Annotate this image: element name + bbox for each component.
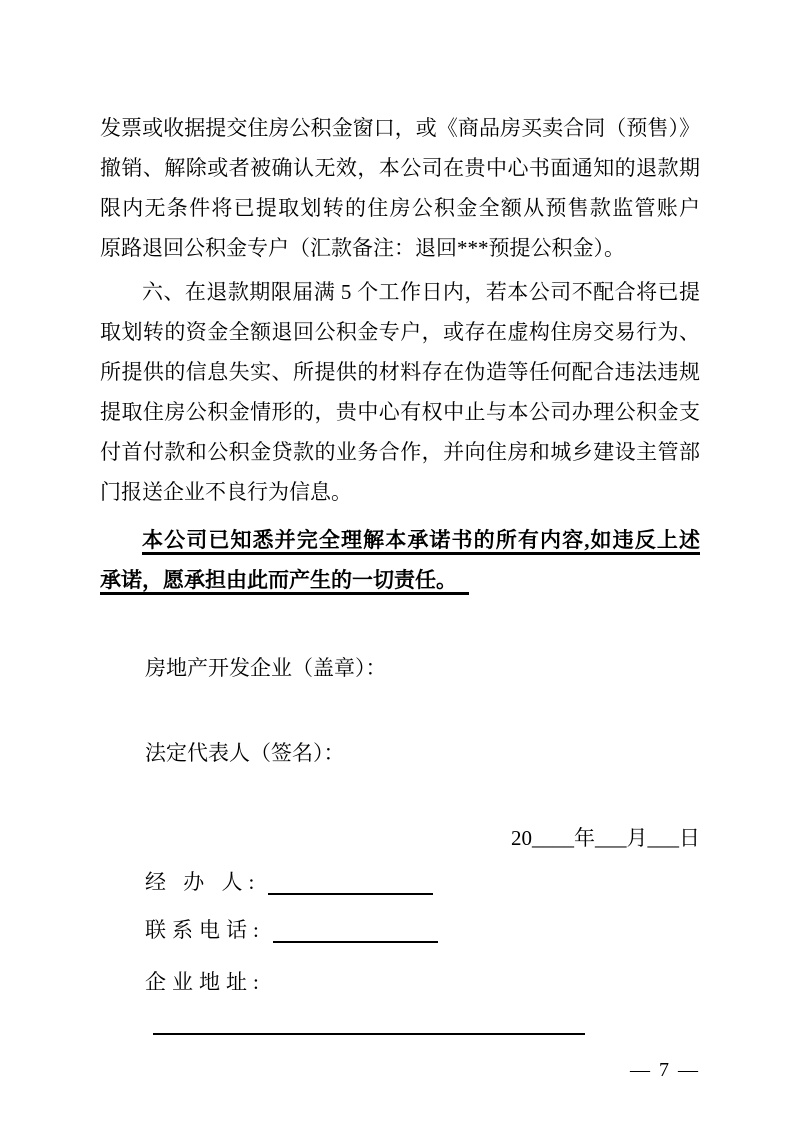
handler-label: 经 办 人:: [145, 870, 261, 894]
address-field: [145, 962, 700, 1042]
text-line: 提取住房公积金情形的，贵中心有权中止与本公司办理公积金支: [100, 400, 700, 424]
commitment-line: [100, 560, 700, 600]
company-stamp-label: 房地产开发企业（盖章）：: [145, 656, 387, 680]
paragraph-clause-six: [100, 272, 700, 512]
commitment-statement: [100, 520, 700, 600]
text-line: 所提供的信息失实、所提供的材料存在伪造等任何配合违法违规: [100, 360, 700, 384]
legal-representative-label: 法定代表人（签名）：: [145, 741, 345, 765]
phone-field: [145, 910, 700, 950]
text-line: 取划转的资金全额退回公积金专户，或存在虚构住房交易行为、: [100, 320, 700, 344]
legal-representative-line: [145, 733, 700, 773]
text-line: 原路退回公积金专户（汇款备注：退回***预提公积金）。: [100, 236, 625, 260]
text-line: 门报送企业不良行为信息。: [100, 480, 352, 504]
company-stamp-line: [145, 648, 700, 688]
date-blank-text: 20____年___月___日: [511, 826, 700, 850]
commitment-underlined-text: 本公司已知悉并完全理解本承诺书的所有内容,如违反上述: [142, 528, 700, 555]
commitment-line: [100, 520, 700, 560]
text-line: 撤销、解除或者被确认无效，本公司在贵中心书面通知的退款期: [100, 156, 700, 180]
text-line: 限内无条件将已提取划转的住房公积金全额从预售款监管账户: [100, 196, 700, 220]
date-line: [100, 818, 700, 858]
address-blank: [153, 1033, 585, 1035]
text-line: 六、在退款期限届满 5 个工作日内，若本公司不配合将已提: [142, 280, 700, 304]
page-number: — 7 —: [630, 1059, 700, 1081]
text-line: 发票或收据提交住房公积金窗口，或《商品房买卖合同（预售）》: [100, 116, 700, 140]
address-label: 企业地址:: [145, 970, 265, 994]
commitment-underlined-text: 承诺，愿承担由此而产生的一切责任。: [100, 568, 469, 595]
handler-blank: [268, 893, 433, 895]
text-line: 付首付款和公积金贷款的业务合作，并向住房和城乡建设主管部: [100, 440, 700, 464]
paragraph-refund-terms: [100, 108, 700, 268]
phone-blank: [273, 941, 438, 943]
handler-field: [145, 862, 700, 902]
phone-label: 联系电话:: [145, 918, 265, 942]
